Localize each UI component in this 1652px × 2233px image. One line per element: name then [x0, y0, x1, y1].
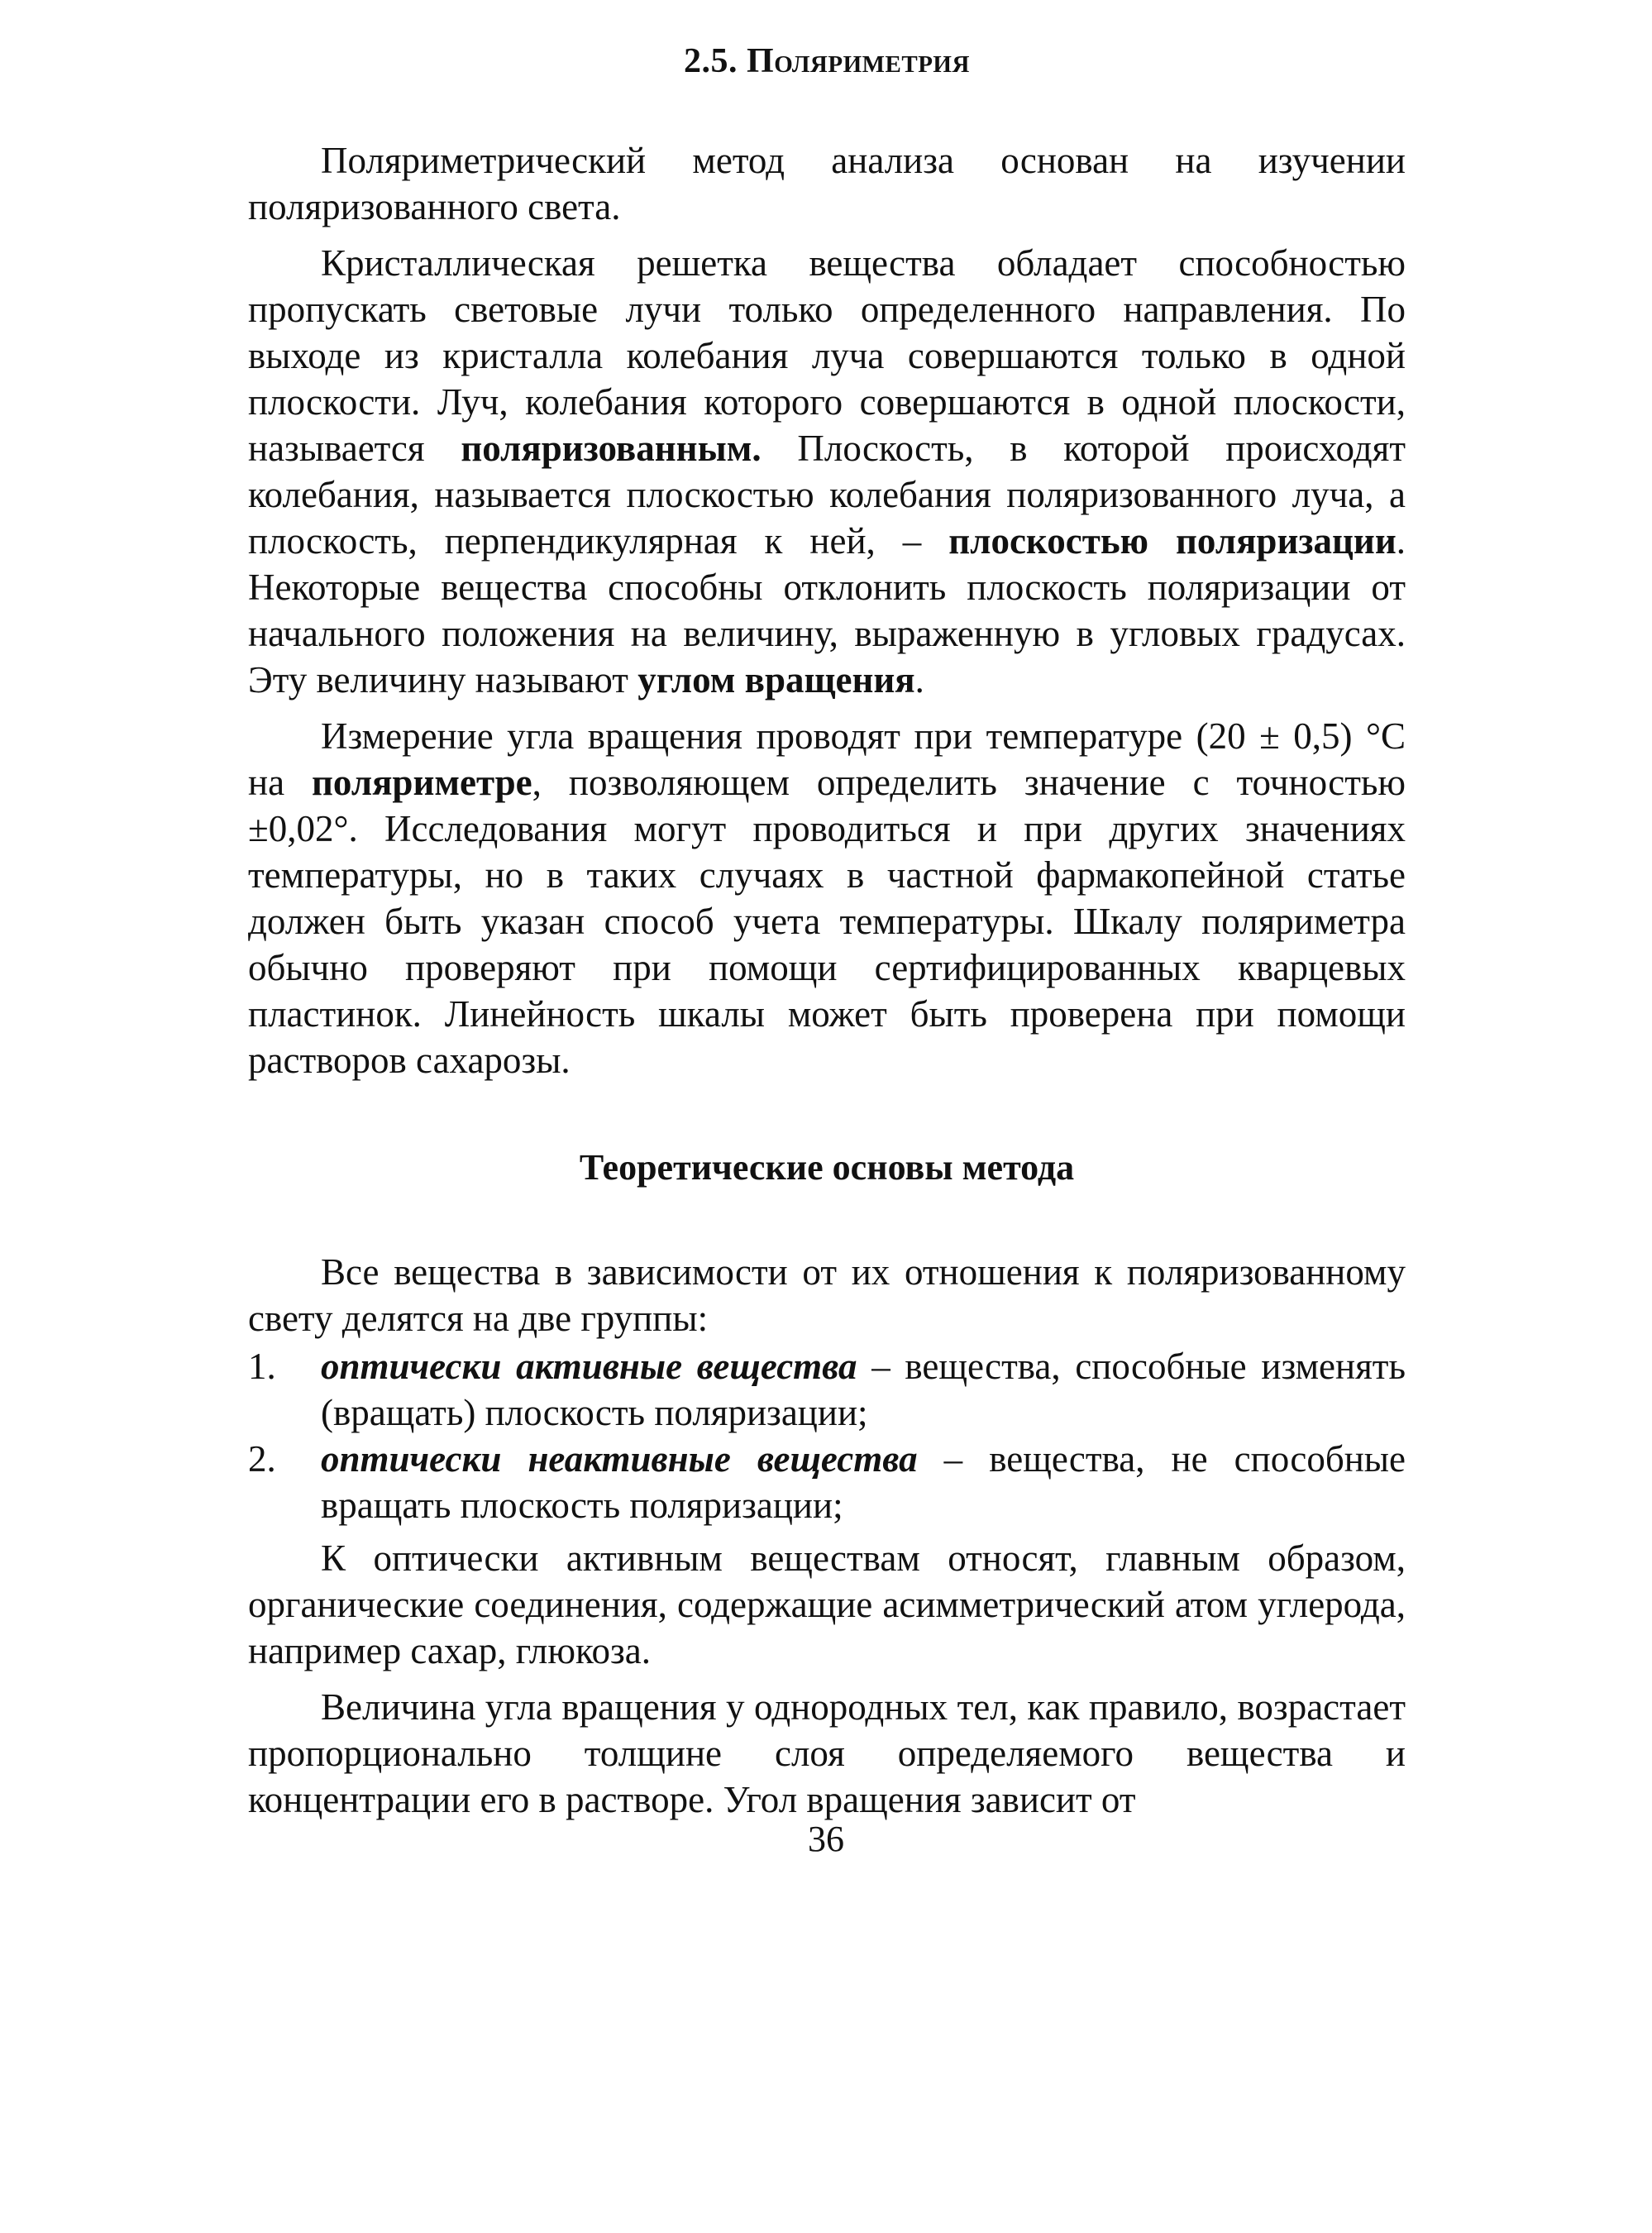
list-item-text: – вещества, способные изменять (вращать) плоскость поляризации; — [321, 1346, 1406, 1433]
term-polarimeter: поляриметре — [312, 762, 532, 803]
rotation-dependence-paragraph: Величина угла вращения у однородных тел, как правило, возрастает пропорционально толщине слоя определяемого вещества и концентрации его в растворе. Угол вращения зависит от — [248, 1686, 1406, 1820]
text-run: , позволяющем определить значение с точностью ±0,02°. Исследования могут проводиться и при других значениях температуры, но в таких случаях в частной фармакопейной статье должен быть указан способ учета температуры. Шкалу поляриметра обычно проверяют при помощи сертифицированных кварцевых пластинок. Линейность шкалы может быть проверена при помощи растворов сахарозы. — [248, 762, 1406, 1081]
groups-intro-paragraph: Все вещества в зависимости от их отношения к поляризованному свету делятся на две группы: — [248, 1251, 1406, 1339]
list-item-body — [321, 1436, 1406, 1528]
active-substances-paragraph: К оптически активным веществам относят, главным образом, органические соединения, содержащие асимметрический атом углерода, например сахар, глюкоза. — [248, 1537, 1406, 1671]
text-run: . — [914, 659, 924, 701]
section-number: 2.5. — [684, 42, 738, 80]
list-item-text: – вещества, не способные вращать плоскость поляризации; — [321, 1438, 1406, 1526]
list-item-body — [321, 1343, 1406, 1436]
list-item-number: 1. — [248, 1346, 276, 1387]
term-polarization-plane: плоскостью поляризации — [948, 520, 1397, 562]
list-item-term: оптически активные вещества — [321, 1346, 857, 1387]
list-item — [248, 1343, 1406, 1436]
subheading: Теоретические основы метода — [579, 1147, 1075, 1188]
list-item-number: 2. — [248, 1438, 276, 1480]
text-run: . Некоторые вещества способны отклонить плоскость поляризации от начального положения на величину, выраженную в угловых градусах. Эту величину называют — [248, 520, 1406, 701]
page-number: 36 — [808, 1819, 844, 1859]
term-polarized: поляризованным. — [461, 428, 762, 469]
document-page — [248, 40, 1406, 1823]
text-run: Измерение угла вращения проводят при температуре (20 ± 0,5) °С на — [248, 715, 1406, 803]
text-run: Плоскость, в которой происходят колебания, называется плоскостью колебания поляризованного луча, а плоскость, перпендикулярная к ней, – — [248, 428, 1406, 562]
groups-list — [248, 1343, 1406, 1528]
crystal-paragraph — [248, 240, 1406, 703]
intro-paragraph: Поляриметрический метод анализа основан на изучении поляризованного света. — [248, 140, 1406, 227]
measurement-paragraph — [248, 713, 1406, 1083]
section-title-text: Поляриметрия — [747, 42, 970, 80]
term-rotation-angle: углом вращения — [637, 659, 915, 701]
text-run: Кристаллическая решетка вещества обладает способностью пропускать световые лучи только определенного направления. По выходе из кристалла колебания луча совершаются только в одной плоскости. Луч, колебания которого совершаются в одной плоскости, называется — [248, 242, 1406, 469]
list-item-term: оптически неактивные вещества — [321, 1438, 918, 1480]
list-item — [248, 1436, 1406, 1528]
section-title — [248, 40, 1406, 83]
